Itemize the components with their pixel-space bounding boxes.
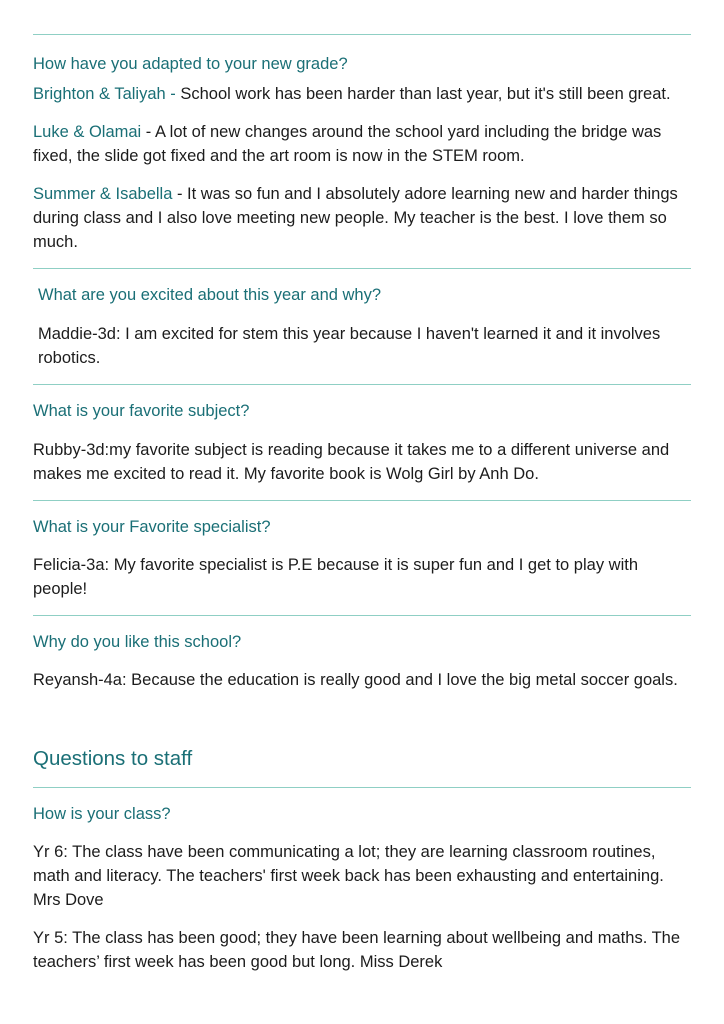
divider (33, 34, 691, 35)
student-answer (33, 82, 691, 106)
answer-text: School work has been harder than last year, but it's still been great. (175, 85, 671, 103)
divider (33, 615, 691, 616)
student-answer: Reyansh-4a: Because the education is really good and I love the big metal soccer goals. (33, 671, 678, 689)
student-answer (33, 182, 691, 254)
question-heading: How have you adapted to your new grade? (33, 55, 348, 73)
question-heading: What are you excited about this year and why? (38, 286, 382, 304)
student-answer: Felicia-3a: My favorite specialist is P.E because it is super fun and I get to play with people! (33, 556, 638, 598)
newsletter-page (33, 0, 691, 974)
staff-answer: Yr 5: The class has been good; they have been learning about wellbeing and maths. The teachers’ first week has been good but long. Miss Derek (33, 929, 680, 971)
question-heading: How is your class? (33, 805, 171, 823)
divider (33, 384, 691, 385)
question-heading: What is your Favorite specialist? (33, 518, 271, 536)
divider (33, 268, 691, 269)
answer-text: - It was so fun and I absolutely adore learning new and harder things during class and I also love meeting new people. My teacher is the best. I love them so much. (33, 185, 678, 251)
divider (33, 500, 691, 501)
answer-text: - A lot of new changes around the school yard including the bridge was fixed, the slide got fixed and the art room is now in the STEM room. (33, 123, 662, 165)
divider (33, 787, 691, 788)
student-answer: Rubby-3d:my favorite subject is reading because it takes me to a different universe and makes me excited to read it. My favorite book is Wolg Girl by Anh Do. (33, 441, 670, 483)
student-names: Luke & Olamai (33, 123, 142, 141)
question-heading: Why do you like this school? (33, 633, 242, 651)
student-names: Brighton & Taliyah - (33, 85, 176, 103)
student-answer (33, 120, 691, 168)
staff-answer: Yr 6: The class have been communicating a lot; they are learning classroom routines, math and literacy. The teachers' first week back has been exhausting and entertaining. Mrs Dove (33, 843, 664, 909)
student-answer: Maddie-3d: I am excited for stem this year because I haven't learned it and it involves robotics. (38, 325, 661, 367)
question-heading: What is your favorite subject? (33, 402, 250, 420)
section-heading: Questions to staff (33, 747, 193, 770)
student-names: Summer & Isabella (33, 185, 173, 203)
